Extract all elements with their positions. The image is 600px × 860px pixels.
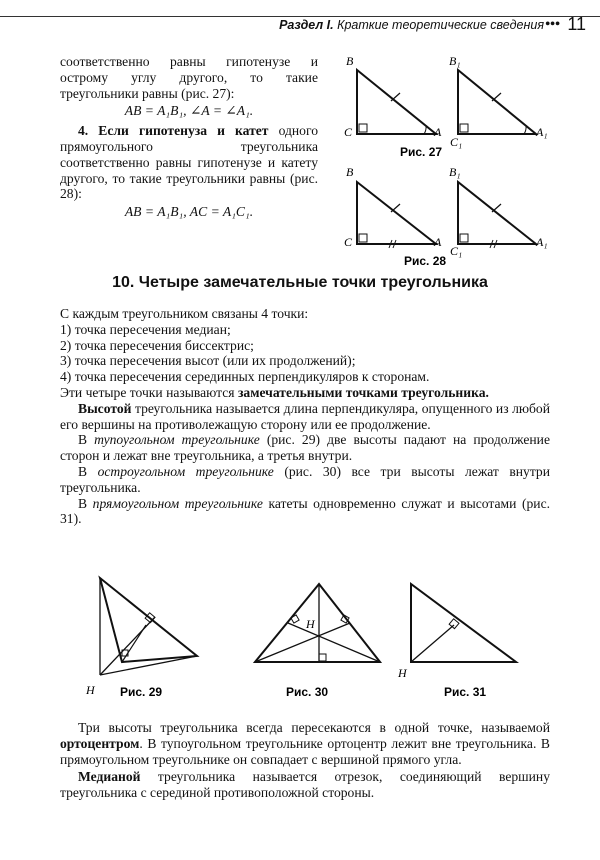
triangle-27-left xyxy=(357,70,436,134)
label-C1: C₁ xyxy=(450,135,463,149)
acute-rest: (рис. 30) все три высоты лежат внутри треугольника. xyxy=(60,463,551,495)
tick-mark xyxy=(492,93,501,101)
right-rest: катеты одновременно служат и высотами (рис. 31). xyxy=(60,495,551,527)
obtuse-paragraph xyxy=(60,432,550,464)
label-B1: B₁ xyxy=(449,165,461,179)
remarkable-points xyxy=(60,385,550,401)
triangle-30 xyxy=(255,584,380,662)
height-rest: треугольника называется длина перпендикуляра, опущенного из любой его вершины на противолежащую сторону или ее продолжение. xyxy=(60,400,550,432)
acute-paragraph xyxy=(60,464,550,496)
right-term: прямоугольном треугольнике xyxy=(92,495,263,511)
remarkable-pre: Эти четыре точки называются xyxy=(60,384,238,400)
right-angle-mark xyxy=(359,124,367,132)
formula-28: AB = A₁B₁, AC = A₁C₁. xyxy=(124,204,254,220)
caption-30: Рис. 30 xyxy=(286,685,329,699)
header-dots-icon: ••• xyxy=(545,17,560,32)
tick-mark xyxy=(391,204,400,212)
list-item: 4) точка пересечения серединных перпендикуляров к сторонам. xyxy=(60,369,430,385)
median-term: Медианой xyxy=(78,769,141,785)
figures-27-28 xyxy=(340,48,570,270)
right-angle-mark xyxy=(460,234,468,242)
ortho-rest: . В тупоугольном треугольнике ортоцентр лежит вне треугольника. В прямоугольном треугольнике он совпадает с вершиной прямого угла. xyxy=(60,735,550,767)
obtuse-term: тупоугольном треугольнике xyxy=(94,432,260,448)
altitude-line xyxy=(411,625,454,662)
right-pre: В xyxy=(78,495,93,511)
header-section: Раздел I. xyxy=(279,18,334,32)
obtuse-rest: (рис. 29) две высоты падают на продолжение сторон и лежат вне треугольника, а третья внутри. xyxy=(60,432,550,464)
triangle-27-right xyxy=(458,70,536,134)
median-rest: треугольника называется отрезок, соединяющий вершину треугольника с серединой противоположной стороны. xyxy=(60,769,550,801)
section-title: 10. Четыре замечательные точки треугольника xyxy=(112,274,488,291)
label-A1: A₁ xyxy=(536,235,548,249)
page-number: 11 xyxy=(567,14,586,34)
label-B1: B₁ xyxy=(449,54,461,68)
label-C1: C₁ xyxy=(450,244,463,258)
tick-mark xyxy=(391,93,400,101)
label-C: C xyxy=(344,235,353,249)
caption-29: Рис. 29 xyxy=(120,685,163,699)
body-text xyxy=(60,306,550,527)
page-header xyxy=(0,6,600,40)
triangle-29 xyxy=(100,578,197,662)
intro: С каждым треугольником связаны 4 точки: xyxy=(60,306,309,321)
list-item: 1) точка пересечения медиан; xyxy=(60,321,231,337)
label-H: H xyxy=(86,683,95,697)
right-angle-mark xyxy=(359,234,367,242)
remarkable-bold: замечательными точками треугольника. xyxy=(237,384,489,400)
ortho-term: ортоцентром xyxy=(60,735,140,751)
triangle-28-left xyxy=(357,182,436,244)
angle-arc xyxy=(424,126,426,134)
angle-arc xyxy=(524,126,526,134)
acute-term: остроугольном треугольнике xyxy=(97,463,274,479)
label-H: H xyxy=(306,617,315,631)
ortho-pre: Три высоты треугольника всегда пересекаются в одной точке, называемой xyxy=(78,720,550,735)
right-angle-mark xyxy=(460,124,468,132)
figures-29-31 xyxy=(80,570,540,705)
list-item: 3) точка пересечения высот (или их продолжений); xyxy=(60,353,356,369)
label-C: C xyxy=(344,125,353,139)
left-column xyxy=(60,54,318,220)
height-term: Высотой xyxy=(78,400,132,416)
right-paragraph xyxy=(60,496,550,528)
paragraph-27: соответственно равны гипотенузе и острому углу другого, то такие треугольники равны (рис. 27): xyxy=(60,54,318,101)
item4-rest: одного прямоугольного треугольника соответственно равны гипотенузе и катету другого, то такие треугольники равны (рис. 28): xyxy=(60,123,319,202)
median-paragraph xyxy=(60,769,550,801)
orthocenter-paragraph xyxy=(60,720,550,767)
caption-28: Рис. 28 xyxy=(404,254,447,268)
caption-31: Рис. 31 xyxy=(444,685,487,699)
list-item: 2) точка пересечения биссектрис; xyxy=(60,337,254,353)
label-B: B xyxy=(346,54,354,68)
header-title xyxy=(279,18,544,32)
label-A1: A₁ xyxy=(536,125,548,139)
triangle-31 xyxy=(411,584,516,662)
label-B: B xyxy=(346,165,354,179)
obtuse-pre: В xyxy=(78,432,95,448)
acute-pre: В xyxy=(78,463,98,479)
header-subtitle: Краткие теоретические сведения xyxy=(337,18,544,32)
paragraph-28 xyxy=(60,123,318,202)
caption-27: Рис. 27 xyxy=(400,145,443,159)
tick-mark xyxy=(492,204,501,212)
label-A: A xyxy=(434,125,442,139)
header-rule xyxy=(0,16,600,17)
bottom-text xyxy=(60,720,550,801)
label-A: A xyxy=(434,235,442,249)
label-H: H xyxy=(398,666,407,680)
right-angle-mark xyxy=(319,654,326,661)
height-definition xyxy=(60,401,550,433)
triangle-28-right xyxy=(458,182,536,244)
formula-27: AB = A₁B₁, ∠A = ∠A₁. xyxy=(124,103,254,119)
item4-bold: 4. Если гипотенуза и катет xyxy=(78,123,269,139)
